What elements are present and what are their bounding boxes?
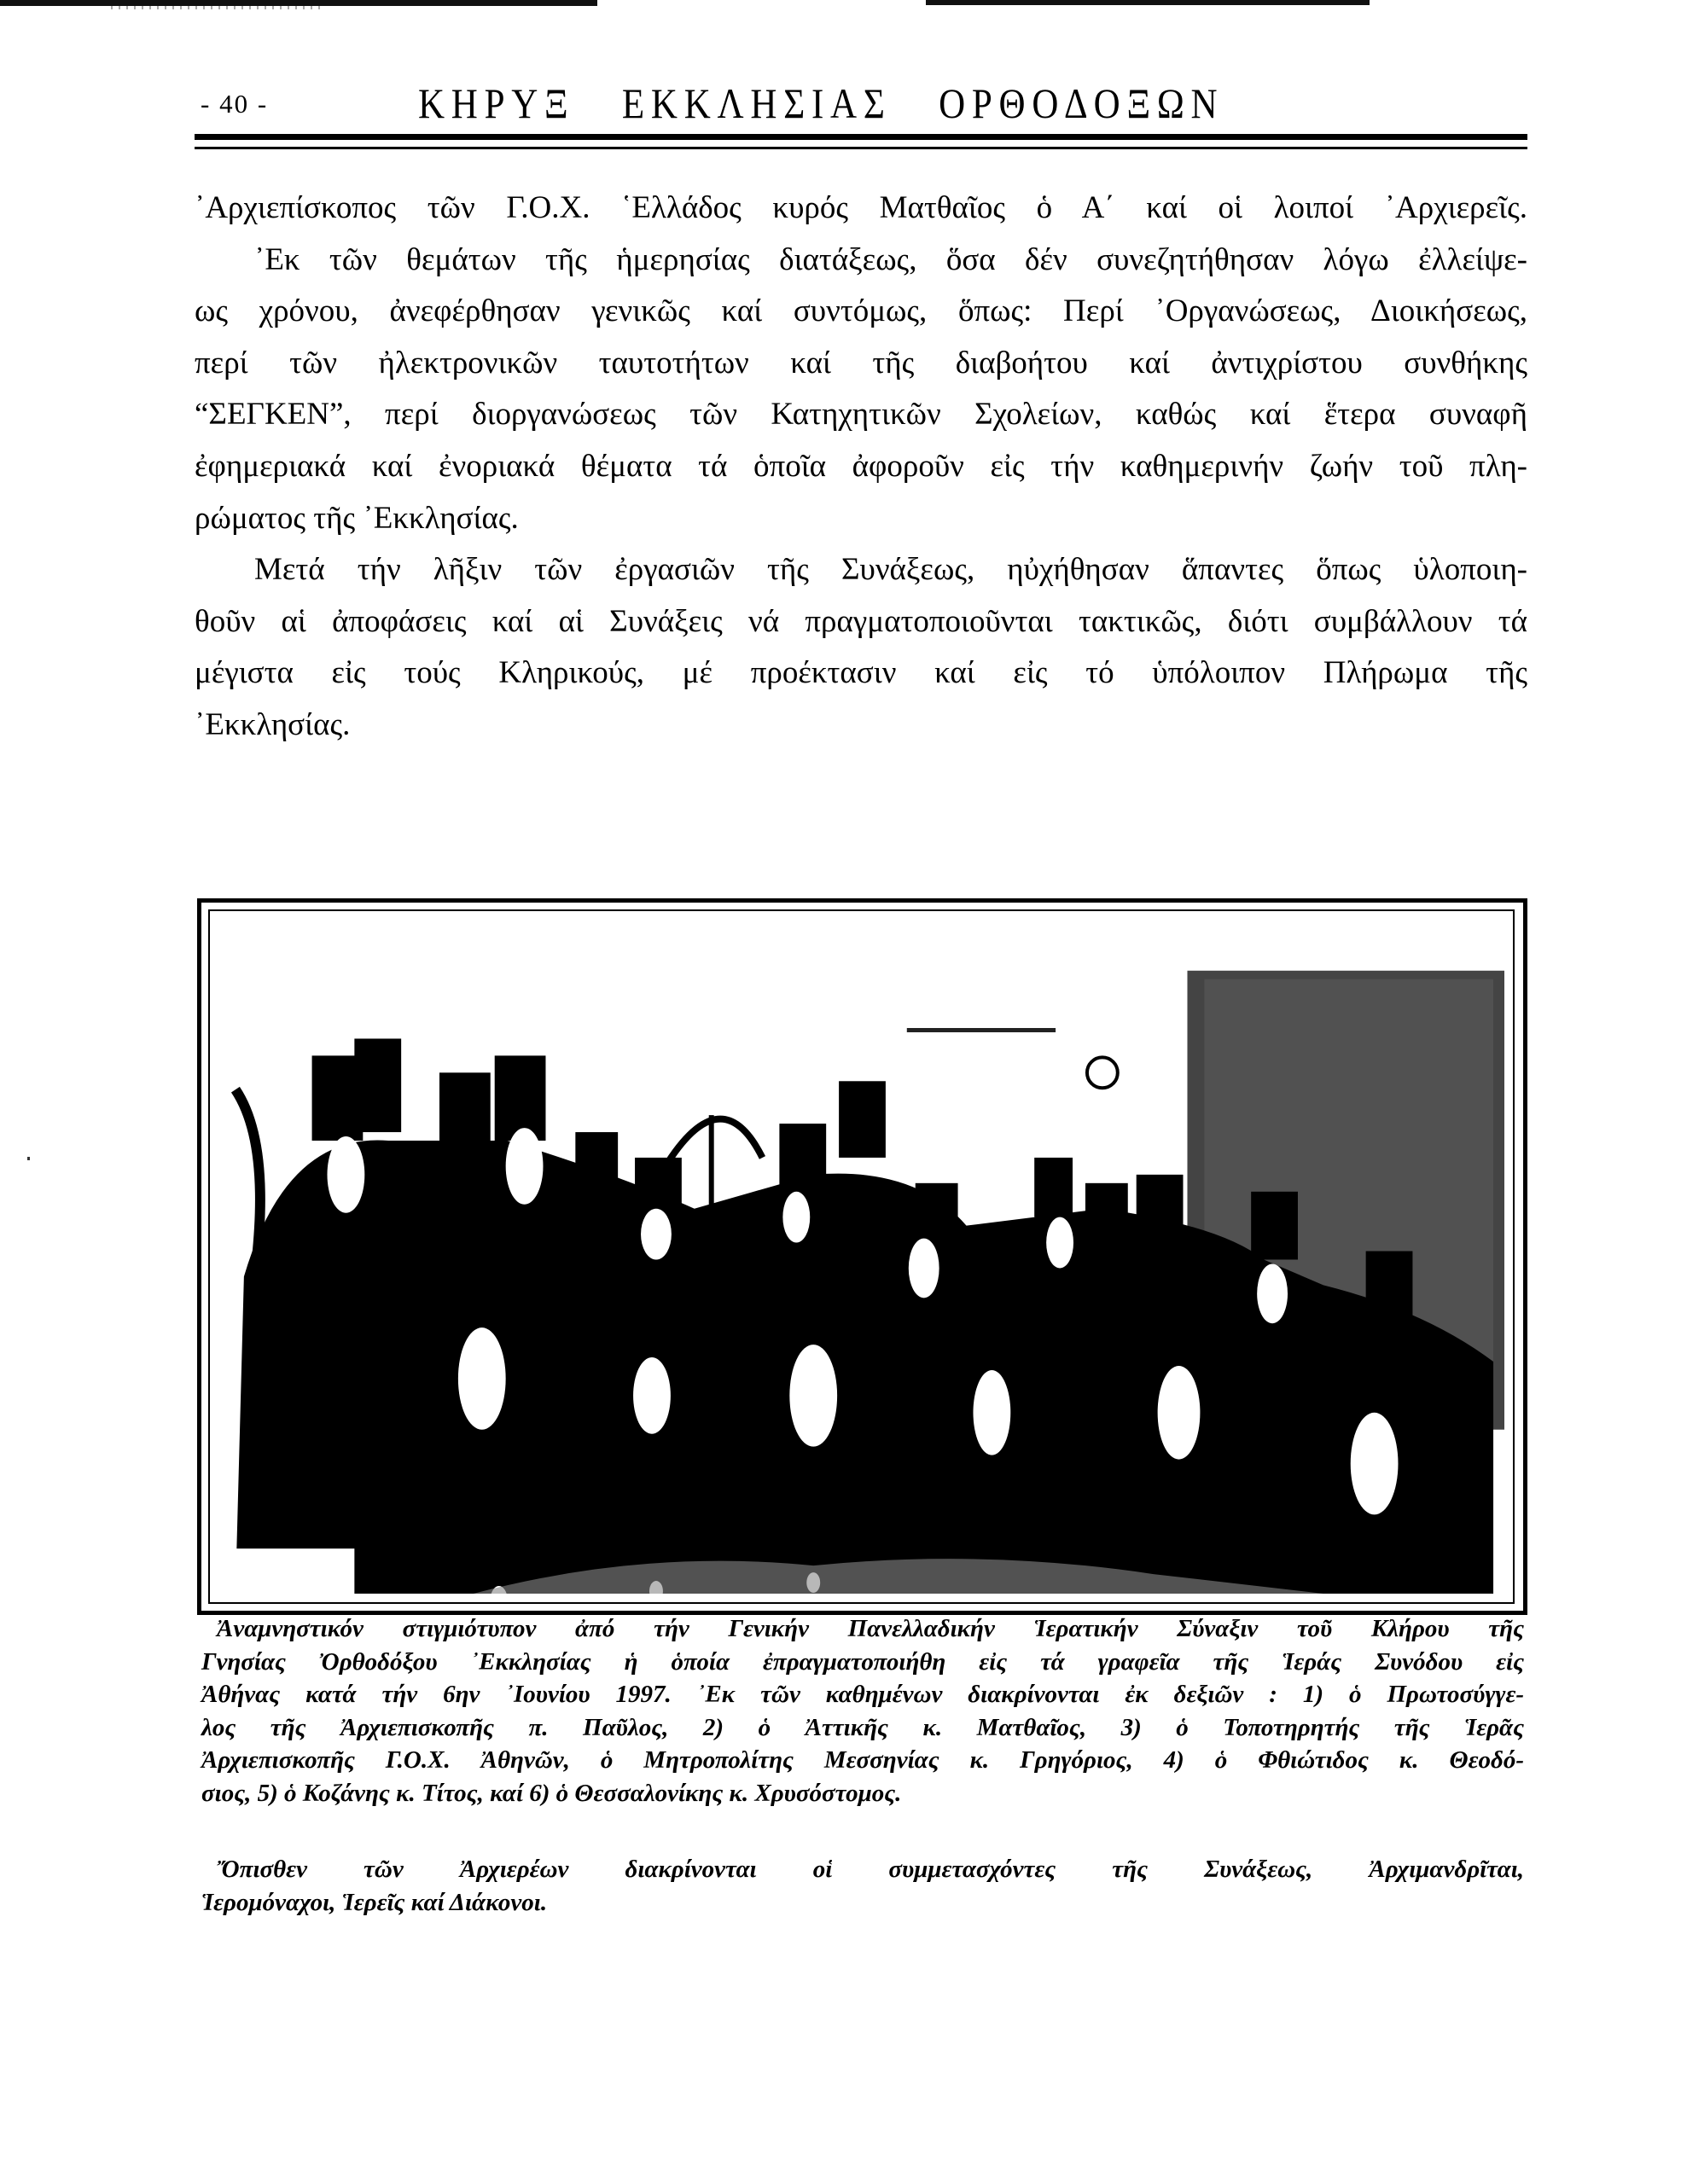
caption-line: Ἀθήνας κατά τήν 6ην ᾿Ιουνίου 1997. ᾿Εκ τῶν καθημένων διακρίνονται ἐκ δεξιῶν : 1) ὁ Πρωτοσύγγε- <box>201 1681 1524 1708</box>
header-rule-thin <box>195 147 1527 149</box>
body-line: ως χρόνου, ἀνεφέρθησαν γενικῶς καί συντόμως, ὅπως: Περί ᾿Οργανώσεως, Διοικήσεως, <box>195 293 1527 329</box>
caption-line: Ἀρχιεπισκοπῆς Γ.Ο.Χ. Ἀθηνῶν, ὁ Μητροπολίτης Μεσσηνίας κ. Γρηγόριος, 4) ὁ Φθιώτιδος κ. Θεοδό- <box>201 1746 1524 1774</box>
scan-artifact-top <box>0 0 1681 12</box>
scan-speck <box>27 1157 30 1160</box>
title-word: ΚΗΡΥΞ <box>418 79 575 127</box>
body-line: Μετά τήν λῆξιν τῶν ἐργασιῶν τῆς Συνάξεως, ηὐχήθησαν ἅπαντες ὅπως ὑλοποιη- <box>254 552 1527 588</box>
scan-artifact-bar <box>0 0 597 6</box>
caption-line: Γνησίας Ὀρθοδόξου ᾿Εκκλησίας ἡ ὁποία ἐπραγματοποιήθη εἰς τά γραφεῖα τῆς Ἱεράς Συνόδου εἰς <box>201 1647 1524 1676</box>
caption-note-line: Ὄπισθεν τῶν Ἀρχιερέων διακρίνονται οἱ συμμετασχόντες τῆς Συνάξεως, Ἀρχιμανδρῖται, <box>217 1856 1524 1883</box>
body-line: ᾿Εκ τῶν θεμάτων τῆς ἡμερησίας διατάξεως, ὅσα δέν συνεζητήθησαν λόγω ἐλλείψε- <box>254 241 1527 277</box>
photo-caption <box>201 1612 1524 1809</box>
header-rule-thick <box>195 134 1527 140</box>
body-line: “ΣΕΓΚΕΝ”, περί διοργανώσεως τῶν Κατηχητικῶν Σχολείων, καθώς καί ἕτερα συναφῆ <box>195 397 1527 433</box>
journal-title <box>418 78 1224 128</box>
body-line: περί τῶν ἠλεκτρονικῶν ταυτοτήτων καί τῆς διαβοήτου καί ἀντιχρίστου συνθήκης <box>195 345 1527 380</box>
caption-line: λος τῆς Ἀρχιεπισκοπῆς π. Παῦλος, 2) ὁ Ἀττικῆς κ. Ματθαῖος, 3) ὁ Τοποτηρητής τῆς Ἱερᾶς <box>201 1713 1524 1741</box>
body-line: θοῦν αἱ ἀποφάσεις καί αἱ Συνάξεις νά πραγματοποιοῦνται τακτικῶς, διότι συμβάλλουν τά <box>195 603 1527 639</box>
group-photo <box>218 920 1504 1594</box>
photo-frame <box>197 898 1527 1615</box>
body-line: ᾿Αρχιεπίσκοπος τῶν Γ.Ο.Χ. ῾Ελλάδος κυρός Ματθαῖος ὁ Α΄ καί οἱ λοιποί ᾿Αρχιερεῖς. <box>195 190 1527 225</box>
photo-caption-note <box>201 1853 1524 1919</box>
scan-artifact-bar <box>926 0 1370 5</box>
title-word: ΕΚΚΛΗΣΙΑΣ <box>621 79 892 127</box>
body-line: ᾿Εκκλησίας. <box>195 706 351 742</box>
body-line: μέγιστα εἰς τούς Κληρικούς, μέ προέκτασιν καί εἰς τό ὑπόλοιπον Πλήρωμα τῆς <box>195 655 1527 691</box>
page-header <box>195 78 1527 130</box>
caption-line: Ἀναμνηστικόν στιγμιότυπον ἀπό τήν Γενικήν Πανελλαδικήν Ἱερατικήν Σύναξιν τοῦ Κλήρου τῆς <box>217 1615 1524 1642</box>
title-word: ΟΡΘΟΔΟΞΩΝ <box>939 79 1224 127</box>
page-number: - 40 - <box>201 89 269 119</box>
caption-note-line: Ἱερομόναχοι, Ἱερεῖς καί Διάκονοι. <box>201 1888 548 1916</box>
body-line: ρώματος τῆς ᾿Εκκλησίας. <box>195 500 519 536</box>
scan-artifact-specks <box>111 6 324 9</box>
body-text <box>195 183 1527 752</box>
caption-line: σιος, 5) ὁ Κοζάνης κ. Τίτος, καί 6) ὁ Θεσσαλονίκης κ. Χρυσόστομος. <box>201 1779 902 1807</box>
body-line: ἐφημεριακά καί ἐνοριακά θέματα τά ὁποῖα ἀφοροῦν εἰς τήν καθημερινήν ζωήν τοῦ πλη- <box>195 448 1527 484</box>
photo-inner-border <box>208 909 1515 1604</box>
clergy-group-photo-image <box>218 920 1504 1594</box>
